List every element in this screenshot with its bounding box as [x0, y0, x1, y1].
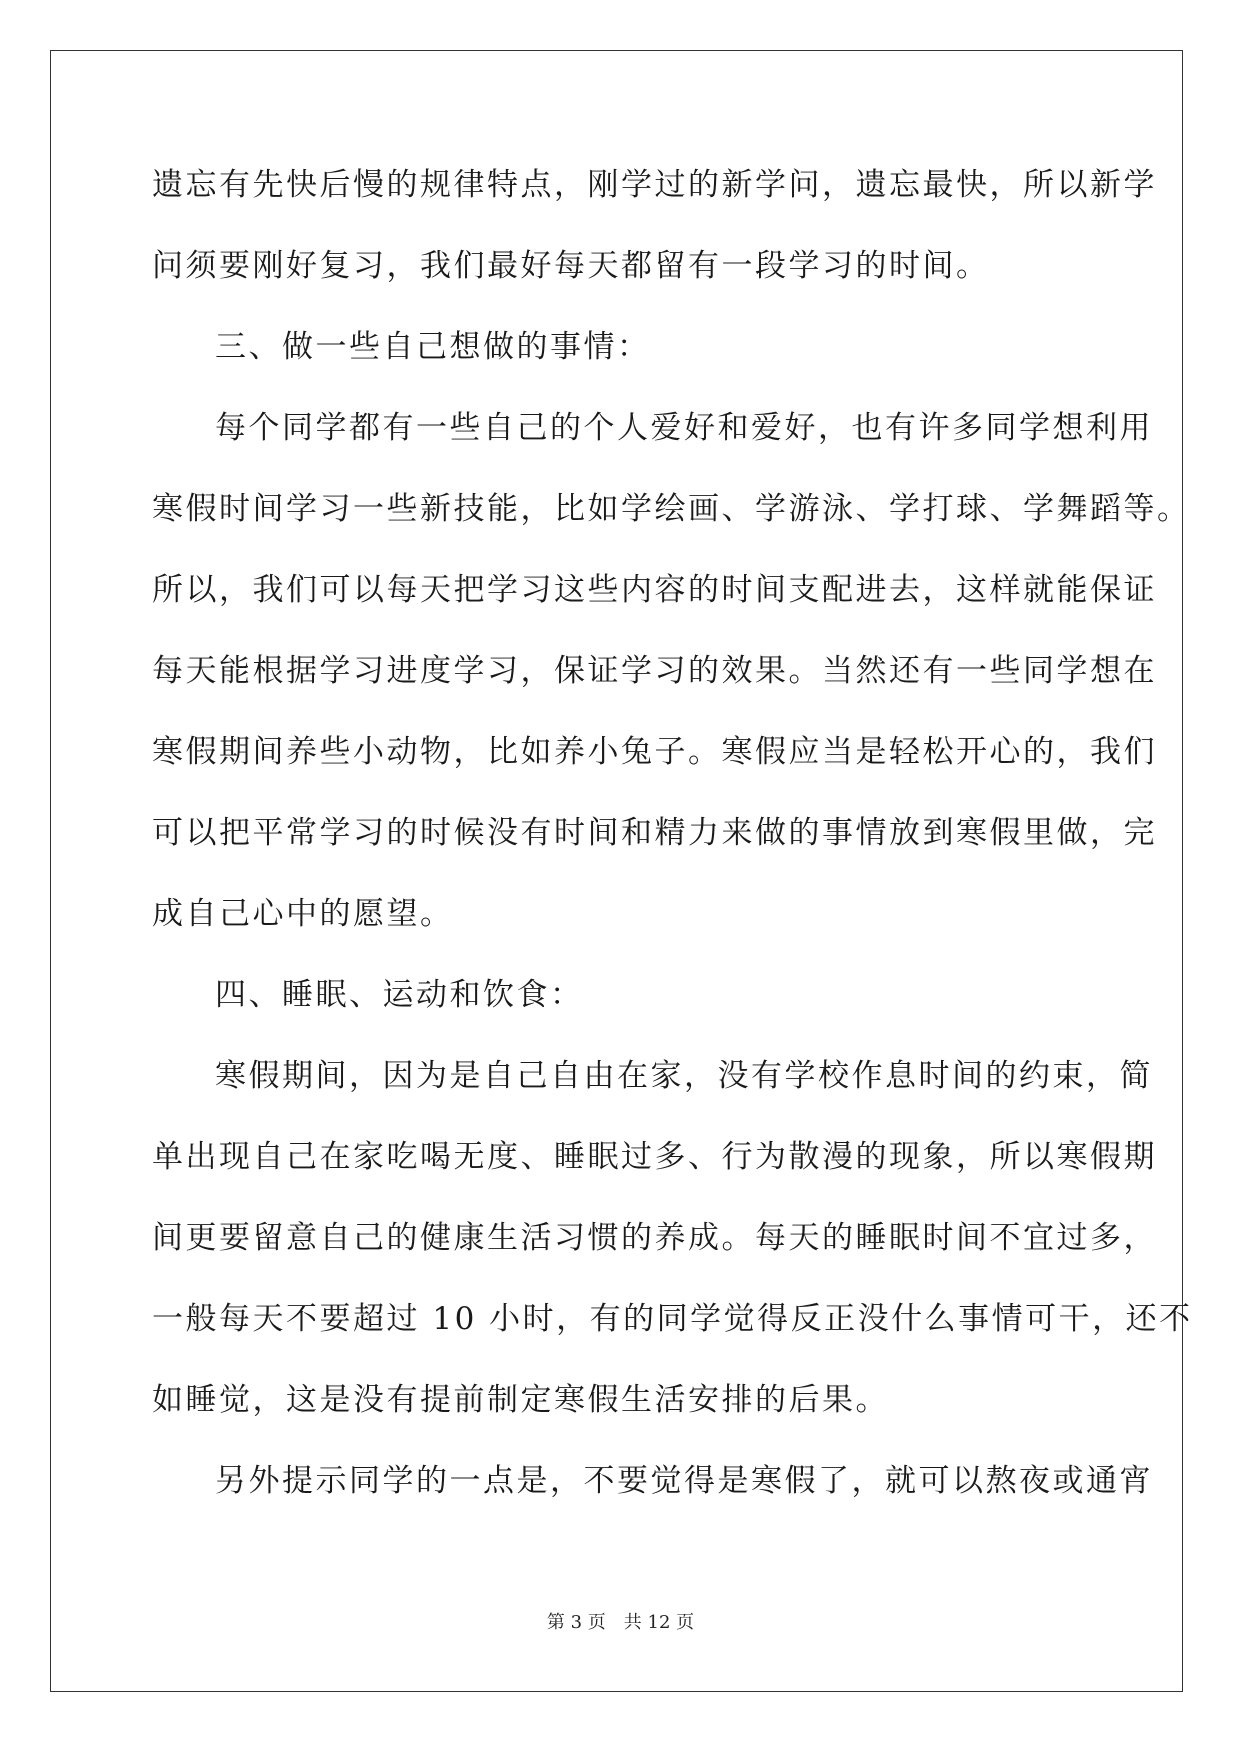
document-body — [152, 160, 1193, 1537]
text-line: 寒假期间养些小动物，比如养小兔子。寒假应当是轻松开心的，我们 — [152, 734, 1157, 770]
text-line: 寒假期间，因为是自己自由在家，没有学校作息时间的约束，简 — [215, 1058, 1153, 1094]
text-line: 问须要刚好复习，我们最好每天都留有一段学习的时间。 — [152, 248, 990, 284]
text-line: 一般每天不要超过 10 小时，有的同学觉得反正没什么事情可干，还不 — [152, 1301, 1193, 1337]
section-heading: 四、睡眠、运动和饮食： — [215, 977, 584, 1013]
text-line: 每个同学都有一些自己的个人爱好和爱好，也有许多同学想利用 — [215, 410, 1153, 446]
text-line: 所以，我们可以每天把学习这些内容的时间支配进去，这样就能保证 — [152, 572, 1157, 608]
text-line: 可以把平常学习的时候没有时间和精力来做的事情放到寒假里做，完 — [152, 815, 1157, 851]
page-total: 共 12 页 — [623, 1612, 695, 1633]
page-footer — [0, 1608, 1241, 1634]
page-number: 第 3 页 — [546, 1612, 606, 1633]
text-line: 成自己心中的愿望。 — [152, 896, 454, 932]
text-line: 如睡觉，这是没有提前制定寒假生活安排的后果。 — [152, 1382, 889, 1418]
text-line: 间更要留意自己的健康生活习惯的养成。每天的睡眠时间不宜过多， — [152, 1220, 1157, 1256]
text-line: 寒假时间学习一些新技能，比如学绘画、学游泳、学打球、学舞蹈等。 — [152, 491, 1191, 527]
text-line: 遗忘有先快后慢的规律特点，刚学过的新学问，遗忘最快，所以新学 — [152, 167, 1157, 203]
section-heading: 三、做一些自己想做的事情： — [215, 329, 651, 365]
text-line: 每天能根据学习进度学习，保证学习的效果。当然还有一些同学想在 — [152, 653, 1157, 689]
text-line: 单出现自己在家吃喝无度、睡眠过多、行为散漫的现象，所以寒假期 — [152, 1139, 1157, 1175]
text-line: 另外提示同学的一点是，不要觉得是寒假了，就可以熬夜或通宵 — [215, 1463, 1153, 1499]
